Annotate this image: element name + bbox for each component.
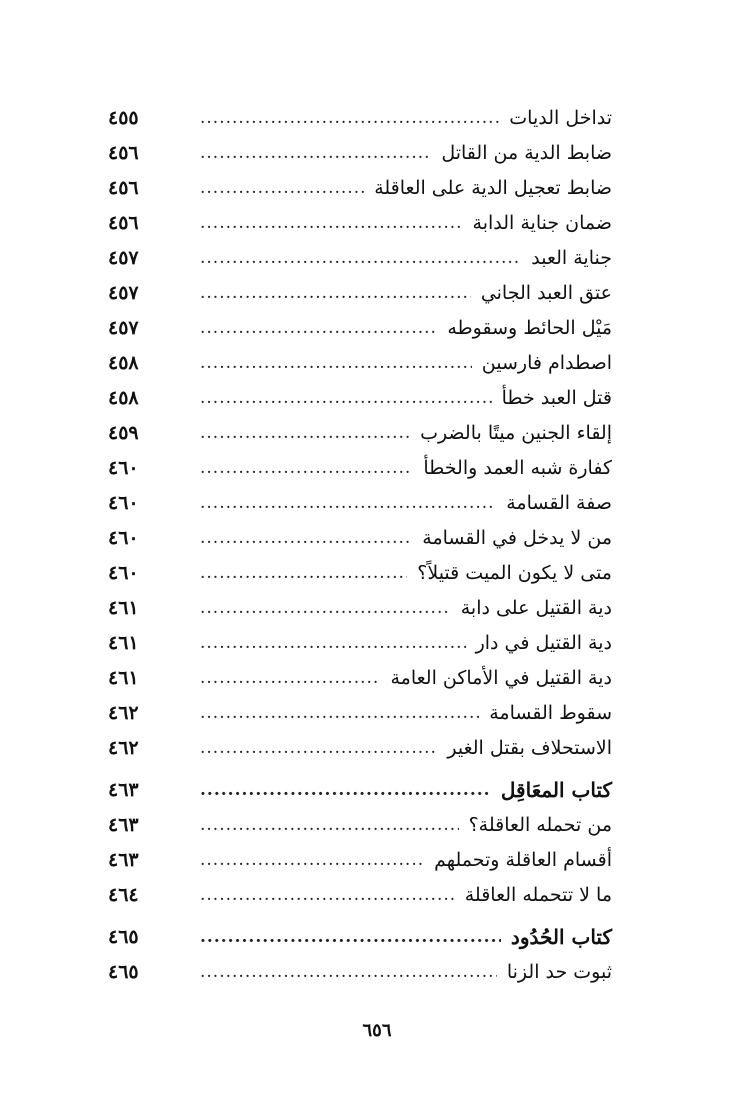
toc-entry xyxy=(108,101,612,136)
toc-entry xyxy=(108,311,612,346)
entry-title: أقسام العاقلة وتحملهم xyxy=(434,849,612,871)
dot-leader xyxy=(150,486,496,521)
toc-entry xyxy=(108,276,612,311)
entry-page-number: ٤٥٦ xyxy=(108,212,139,234)
dot-leader xyxy=(150,276,471,311)
entry-page-number: ٤٥٧ xyxy=(108,247,139,269)
dot-leader xyxy=(150,556,407,591)
dot-leader xyxy=(150,920,501,955)
entry-page-number: ٤٦٣ xyxy=(108,779,139,801)
entry-page-number: ٤٦٣ xyxy=(108,849,139,871)
entry-title: دية القتيل على دابة xyxy=(460,597,612,619)
entry-page-number: ٤٦١ xyxy=(108,632,139,654)
entry-page-number: ٤٥٨ xyxy=(108,352,139,374)
dot-leader xyxy=(150,808,459,843)
toc-book-heading xyxy=(108,920,612,955)
entry-title: إلقاء الجنين ميتًا بالضرب xyxy=(420,422,612,444)
toc-entry xyxy=(108,661,612,696)
toc-entry xyxy=(108,556,612,591)
entry-title: ما لا تتحمله العاقلة xyxy=(464,884,612,906)
entry-title: دية القتيل في دار xyxy=(475,632,612,654)
entry-title: ضمان جناية الدابة xyxy=(472,212,612,234)
entry-page-number: ٤٥٧ xyxy=(108,282,139,304)
dot-leader xyxy=(150,416,410,451)
entry-title: ثبوت حد الزنا xyxy=(506,961,612,983)
entry-title: دية القتيل في الأماكن العامة xyxy=(390,667,612,689)
entry-title: سقوط القسامة xyxy=(489,702,612,724)
entry-page-number: ٤٦٢ xyxy=(108,702,139,724)
dot-leader xyxy=(150,696,479,731)
toc-entry xyxy=(108,591,612,626)
toc-entry xyxy=(108,955,612,990)
dot-leader xyxy=(150,136,431,171)
book-title: كتاب المعَاقِل xyxy=(500,778,612,802)
toc-entry xyxy=(108,241,612,276)
toc-entry xyxy=(108,451,612,486)
entry-page-number: ٤٦٣ xyxy=(108,814,139,836)
toc-book-heading xyxy=(108,773,612,808)
dot-leader xyxy=(150,773,491,808)
dot-leader xyxy=(150,346,472,381)
toc-entry xyxy=(108,136,612,171)
entry-page-number: ٤٥٨ xyxy=(108,387,139,409)
entry-page-number: ٤٦٥ xyxy=(108,961,139,983)
entry-title: جناية العبد xyxy=(531,247,612,269)
entry-page-number: ٤٦٤ xyxy=(108,884,139,906)
toc-entry xyxy=(108,416,612,451)
dot-leader xyxy=(150,521,412,556)
toc-entry xyxy=(108,731,612,766)
entry-page-number: ٤٥٩ xyxy=(108,422,139,444)
page-number-footer: ٦٥٦ xyxy=(362,1020,392,1041)
entry-page-number: ٤٥٥ xyxy=(108,107,139,129)
toc-entry xyxy=(108,808,612,843)
table-of-contents xyxy=(108,101,612,990)
entry-title: عتق العبد الجاني xyxy=(480,282,612,304)
entry-title: اصطدام فارسين xyxy=(481,352,612,374)
dot-leader xyxy=(150,451,413,486)
entry-title: من تحمله العاقلة؟ xyxy=(468,814,612,836)
entry-page-number: ٤٦٠ xyxy=(108,457,139,479)
dot-leader xyxy=(150,731,437,766)
entry-title: الاستحلاف بقتل الغير xyxy=(447,737,612,759)
dot-leader xyxy=(150,955,497,990)
entry-page-number: ٤٦١ xyxy=(108,597,139,619)
toc-entry xyxy=(108,486,612,521)
entry-title: صفة القسامة xyxy=(506,492,612,514)
entry-title: تداخل الديات xyxy=(509,107,612,129)
dot-leader xyxy=(150,626,466,661)
toc-entry xyxy=(108,346,612,381)
entry-page-number: ٤٥٧ xyxy=(108,317,139,339)
entry-page-number: ٤٦٠ xyxy=(108,562,139,584)
toc-entry xyxy=(108,843,612,878)
entry-page-number: ٤٥٦ xyxy=(108,177,139,199)
dot-leader xyxy=(150,661,380,696)
entry-page-number: ٤٦٥ xyxy=(108,926,139,948)
dot-leader xyxy=(150,843,424,878)
entry-page-number: ٤٦٢ xyxy=(108,737,139,759)
entry-title: ضابط الدية من القاتل xyxy=(441,142,612,164)
toc-entry xyxy=(108,206,612,241)
entry-page-number: ٤٦٠ xyxy=(108,527,139,549)
dot-leader xyxy=(150,311,437,346)
entry-title: متى لا يكون الميت قتيلاً؟ xyxy=(417,562,612,584)
entry-page-number: ٤٦٠ xyxy=(108,492,139,514)
entry-page-number: ٤٦١ xyxy=(108,667,139,689)
entry-title: مَيْل الحائط وسقوطه xyxy=(447,317,612,339)
toc-entry xyxy=(108,171,612,206)
dot-leader xyxy=(150,241,521,276)
book-title: كتاب الحُدُود xyxy=(510,925,612,949)
entry-title: كفارة شبه العمد والخطأ xyxy=(423,457,612,479)
dot-leader xyxy=(150,591,451,626)
toc-entry xyxy=(108,381,612,416)
dot-leader xyxy=(150,101,499,136)
dot-leader xyxy=(150,171,364,206)
toc-entry xyxy=(108,878,612,913)
entry-title: ضابط تعجيل الدية على العاقلة xyxy=(374,177,612,199)
dot-leader xyxy=(150,381,492,416)
entry-title: قتل العبد خطأ xyxy=(501,387,612,409)
entry-page-number: ٤٥٦ xyxy=(108,142,139,164)
toc-entry xyxy=(108,521,612,556)
dot-leader xyxy=(150,878,455,913)
toc-entry xyxy=(108,696,612,731)
entry-title: من لا يدخل في القسامة xyxy=(422,527,612,549)
toc-entry xyxy=(108,626,612,661)
dot-leader xyxy=(150,206,463,241)
